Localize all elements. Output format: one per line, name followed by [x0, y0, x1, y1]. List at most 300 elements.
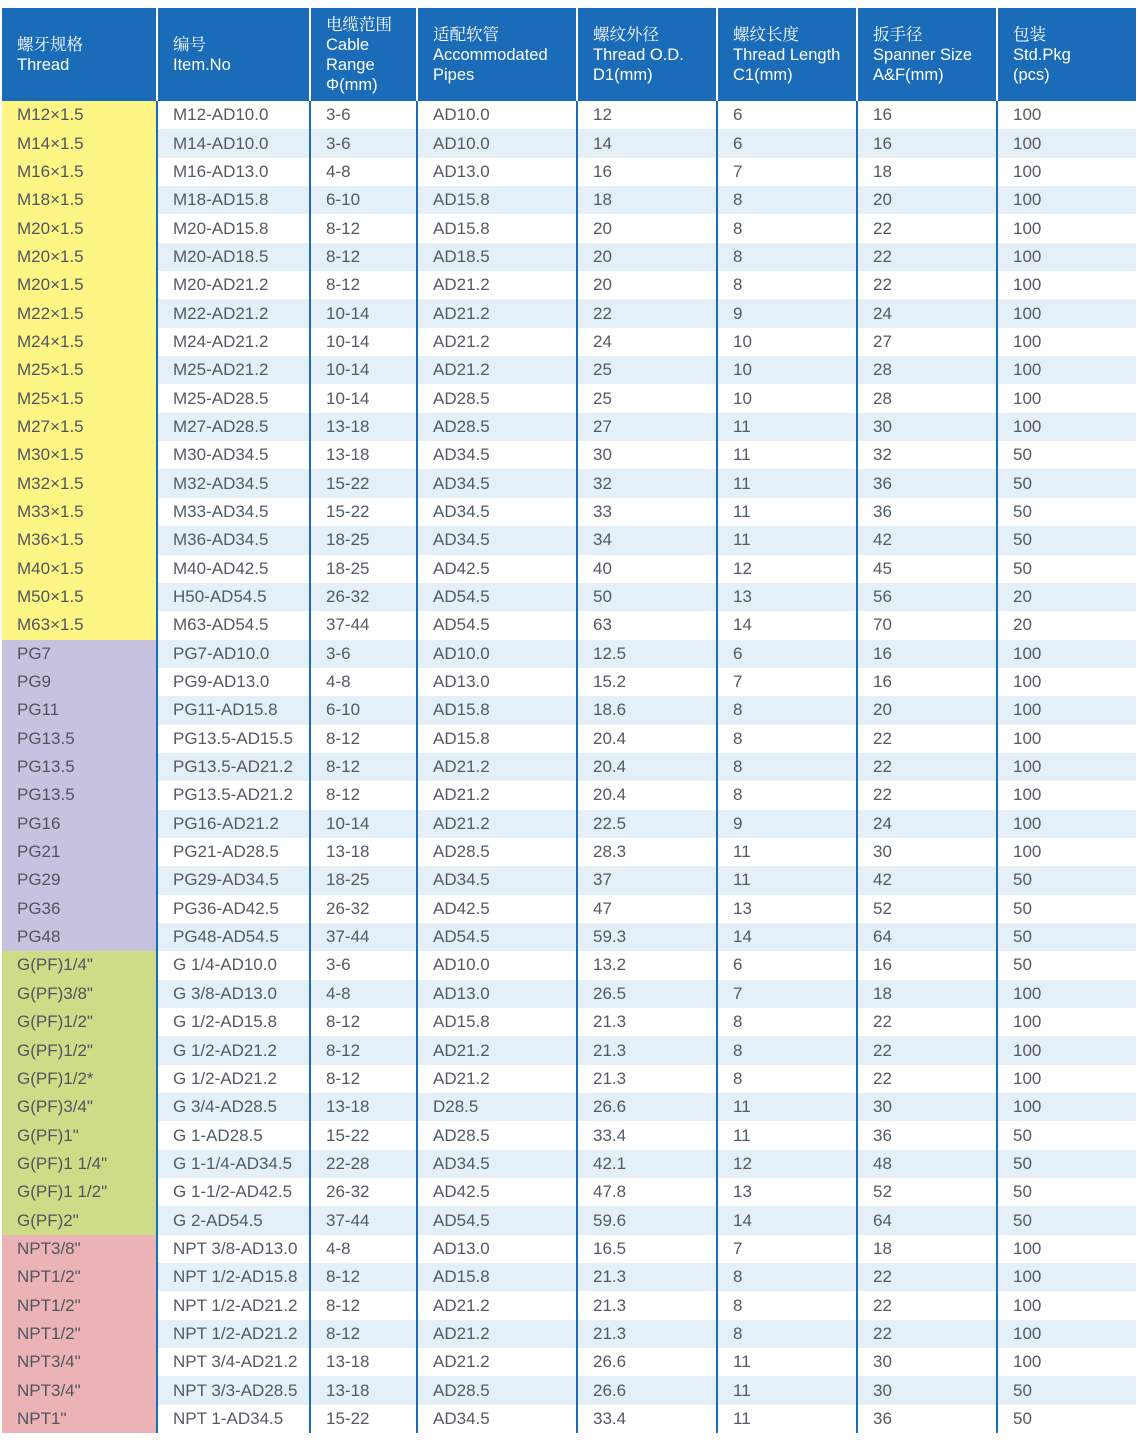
- cell-item-no: M16-AD13.0: [157, 158, 310, 186]
- cell-item-no: NPT 1/2-AD21.2: [157, 1320, 310, 1348]
- table-row: [2, 1291, 1136, 1319]
- cell-thread: G(PF)1/2*: [2, 1065, 157, 1093]
- cell-accommodated-pipes: AD28.5: [417, 1376, 577, 1404]
- table-row: [2, 498, 1136, 526]
- cell-thread-length: 6: [717, 129, 857, 157]
- table-row: [2, 923, 1136, 951]
- table-row: [2, 810, 1136, 838]
- table-row: [2, 469, 1136, 497]
- table-row: [2, 696, 1136, 724]
- cell-thread: PG29: [2, 866, 157, 894]
- spec-table: [2, 8, 1136, 1433]
- table-row: [2, 1348, 1136, 1376]
- table-row: [2, 951, 1136, 979]
- cell-std-pkg: 50: [997, 951, 1136, 979]
- cell-thread: M24×1.5: [2, 328, 157, 356]
- cell-accommodated-pipes: AD21.2: [417, 781, 577, 809]
- cell-thread-od: 21.3: [577, 1008, 717, 1036]
- cell-spanner-size: 18: [857, 980, 997, 1008]
- header-thread-length-zh: 螺纹长度: [733, 25, 799, 44]
- cell-std-pkg: 100: [997, 129, 1136, 157]
- cell-thread-length: 8: [717, 1291, 857, 1319]
- cell-thread-length: 12: [717, 555, 857, 583]
- cell-accommodated-pipes: AD54.5: [417, 923, 577, 951]
- cell-spanner-size: 22: [857, 1291, 997, 1319]
- cell-thread-od: 42.1: [577, 1150, 717, 1178]
- table-row: [2, 356, 1136, 384]
- cell-item-no: G 1-1/4-AD34.5: [157, 1150, 310, 1178]
- header-spanner-size-en: A&F(mm): [873, 65, 944, 84]
- table-row: [2, 526, 1136, 554]
- cell-thread-length: 8: [717, 186, 857, 214]
- cell-thread-length: 11: [717, 866, 857, 894]
- cell-std-pkg: 50: [997, 1206, 1136, 1234]
- cell-spanner-size: 27: [857, 328, 997, 356]
- cell-accommodated-pipes: AD15.8: [417, 1263, 577, 1291]
- cell-spanner-size: 45: [857, 555, 997, 583]
- table-row: [2, 1036, 1136, 1064]
- cell-std-pkg: 50: [997, 923, 1136, 951]
- cell-std-pkg: 100: [997, 243, 1136, 271]
- cell-thread-length: 8: [717, 214, 857, 242]
- cell-cable-range: 4-8: [310, 1235, 417, 1263]
- cell-cable-range: 26-32: [310, 895, 417, 923]
- cell-spanner-size: 30: [857, 413, 997, 441]
- cell-thread: NPT1": [2, 1405, 157, 1433]
- cell-thread: NPT3/4": [2, 1376, 157, 1404]
- table-row: [2, 101, 1136, 129]
- cell-thread: M63×1.5: [2, 611, 157, 639]
- cell-item-no: M12-AD10.0: [157, 101, 310, 129]
- cell-spanner-size: 30: [857, 1093, 997, 1121]
- header-item-no-zh: 编号: [173, 35, 206, 54]
- cell-cable-range: 13-18: [310, 1093, 417, 1121]
- table-row: [2, 1093, 1136, 1121]
- cell-thread-length: 8: [717, 243, 857, 271]
- cell-accommodated-pipes: AD34.5: [417, 866, 577, 894]
- cell-cable-range: 8-12: [310, 725, 417, 753]
- cell-cable-range: 15-22: [310, 1405, 417, 1433]
- table-row: [2, 753, 1136, 781]
- header-cable-range: [310, 8, 417, 101]
- table-row: [2, 1008, 1136, 1036]
- cell-cable-range: 4-8: [310, 980, 417, 1008]
- table-row: [2, 271, 1136, 299]
- cell-thread-od: 20.4: [577, 753, 717, 781]
- cell-thread-od: 26.5: [577, 980, 717, 1008]
- cell-spanner-size: 48: [857, 1150, 997, 1178]
- cell-std-pkg: 100: [997, 186, 1136, 214]
- cell-thread: M25×1.5: [2, 384, 157, 412]
- cell-std-pkg: 100: [997, 384, 1136, 412]
- cell-std-pkg: 100: [997, 725, 1136, 753]
- cell-thread-length: 6: [717, 640, 857, 668]
- cell-std-pkg: 100: [997, 1348, 1136, 1376]
- cell-cable-range: 13-18: [310, 1348, 417, 1376]
- cell-accommodated-pipes: AD34.5: [417, 526, 577, 554]
- cell-thread-od: 26.6: [577, 1376, 717, 1404]
- cell-thread-length: 7: [717, 158, 857, 186]
- cell-accommodated-pipes: AD15.8: [417, 186, 577, 214]
- table-row: [2, 838, 1136, 866]
- cell-cable-range: 18-25: [310, 866, 417, 894]
- cell-thread-od: 22.5: [577, 810, 717, 838]
- header-cable-range-en: Range: [326, 55, 375, 74]
- cell-thread-length: 8: [717, 696, 857, 724]
- cell-thread-length: 11: [717, 498, 857, 526]
- header-thread-length-en: Thread Length: [733, 45, 841, 64]
- cell-thread-od: 21.3: [577, 1291, 717, 1319]
- cell-thread-length: 8: [717, 1263, 857, 1291]
- cell-spanner-size: 42: [857, 526, 997, 554]
- cell-item-no: M18-AD15.8: [157, 186, 310, 214]
- cell-thread-length: 11: [717, 413, 857, 441]
- cell-thread-od: 25: [577, 356, 717, 384]
- cell-cable-range: 8-12: [310, 1036, 417, 1064]
- cell-cable-range: 8-12: [310, 243, 417, 271]
- table-row: [2, 1065, 1136, 1093]
- cell-cable-range: 8-12: [310, 1320, 417, 1348]
- cell-item-no: M20-AD18.5: [157, 243, 310, 271]
- cell-accommodated-pipes: D28.5: [417, 1093, 577, 1121]
- cell-std-pkg: 50: [997, 1405, 1136, 1433]
- cell-spanner-size: 36: [857, 498, 997, 526]
- cell-std-pkg: 50: [997, 1121, 1136, 1149]
- cell-thread: G(PF)3/8": [2, 980, 157, 1008]
- cell-accommodated-pipes: AD34.5: [417, 469, 577, 497]
- cell-thread: M32×1.5: [2, 469, 157, 497]
- cell-accommodated-pipes: AD34.5: [417, 441, 577, 469]
- cell-spanner-size: 16: [857, 129, 997, 157]
- cell-item-no: M20-AD15.8: [157, 214, 310, 242]
- cell-thread-length: 11: [717, 441, 857, 469]
- header-spanner-size-en: Spanner Size: [873, 45, 973, 64]
- cell-cable-range: 15-22: [310, 498, 417, 526]
- cell-accommodated-pipes: AD15.8: [417, 725, 577, 753]
- cell-spanner-size: 22: [857, 243, 997, 271]
- cell-spanner-size: 56: [857, 583, 997, 611]
- cell-item-no: M25-AD21.2: [157, 356, 310, 384]
- cell-accommodated-pipes: AD42.5: [417, 895, 577, 923]
- cell-accommodated-pipes: AD18.5: [417, 243, 577, 271]
- cell-std-pkg: 100: [997, 214, 1136, 242]
- cell-thread: PG48: [2, 923, 157, 951]
- cell-cable-range: 18-25: [310, 526, 417, 554]
- cell-thread: PG9: [2, 668, 157, 696]
- cell-spanner-size: 22: [857, 781, 997, 809]
- cell-thread: M27×1.5: [2, 413, 157, 441]
- cell-std-pkg: 50: [997, 895, 1136, 923]
- cell-item-no: H50-AD54.5: [157, 583, 310, 611]
- cell-thread: M33×1.5: [2, 498, 157, 526]
- cell-thread-od: 12.5: [577, 640, 717, 668]
- cell-thread-od: 33.4: [577, 1121, 717, 1149]
- cell-thread-length: 7: [717, 980, 857, 1008]
- table-row: [2, 1150, 1136, 1178]
- cell-thread-od: 30: [577, 441, 717, 469]
- cell-thread-length: 7: [717, 668, 857, 696]
- cell-cable-range: 3-6: [310, 101, 417, 129]
- cell-accommodated-pipes: AD34.5: [417, 498, 577, 526]
- cell-cable-range: 6-10: [310, 186, 417, 214]
- cell-std-pkg: 100: [997, 1235, 1136, 1263]
- cell-std-pkg: 100: [997, 696, 1136, 724]
- cell-spanner-size: 22: [857, 1008, 997, 1036]
- header-thread-od-en: Thread O.D.: [593, 45, 684, 64]
- cell-thread: NPT1/2": [2, 1320, 157, 1348]
- cell-cable-range: 8-12: [310, 1263, 417, 1291]
- cell-std-pkg: 100: [997, 413, 1136, 441]
- cell-thread-length: 14: [717, 923, 857, 951]
- cell-thread: G(PF)1": [2, 1121, 157, 1149]
- cell-thread-length: 13: [717, 583, 857, 611]
- cell-thread: PG7: [2, 640, 157, 668]
- cell-std-pkg: 50: [997, 526, 1136, 554]
- cell-thread: M30×1.5: [2, 441, 157, 469]
- cell-spanner-size: 64: [857, 923, 997, 951]
- cell-item-no: M33-AD34.5: [157, 498, 310, 526]
- cell-accommodated-pipes: AD21.2: [417, 753, 577, 781]
- cell-thread: M16×1.5: [2, 158, 157, 186]
- table-row: [2, 1235, 1136, 1263]
- cell-item-no: M24-AD21.2: [157, 328, 310, 356]
- cell-std-pkg: 50: [997, 1150, 1136, 1178]
- cell-item-no: NPT 3/3-AD28.5: [157, 1376, 310, 1404]
- cell-thread-length: 10: [717, 356, 857, 384]
- cell-thread-od: 18.6: [577, 696, 717, 724]
- cell-item-no: M14-AD10.0: [157, 129, 310, 157]
- cell-accommodated-pipes: AD10.0: [417, 129, 577, 157]
- cell-spanner-size: 52: [857, 895, 997, 923]
- cell-item-no: M27-AD28.5: [157, 413, 310, 441]
- table-row: [2, 555, 1136, 583]
- cell-item-no: M25-AD28.5: [157, 384, 310, 412]
- cell-thread-length: 8: [717, 753, 857, 781]
- cell-thread-length: 10: [717, 328, 857, 356]
- header-item-no: [157, 8, 310, 101]
- header-thread-zh: 螺牙规格: [17, 35, 83, 54]
- cell-thread-od: 20.4: [577, 725, 717, 753]
- header-std-pkg: [997, 8, 1136, 101]
- cell-cable-range: 8-12: [310, 1065, 417, 1093]
- header-accommodated-pipes-zh: 适配软管: [433, 25, 499, 44]
- table-row: [2, 640, 1136, 668]
- cell-item-no: NPT 3/4-AD21.2: [157, 1348, 310, 1376]
- cell-item-no: PG13.5-AD21.2: [157, 753, 310, 781]
- cell-item-no: PG48-AD54.5: [157, 923, 310, 951]
- cell-thread-length: 8: [717, 725, 857, 753]
- header-spanner-size: [857, 8, 997, 101]
- header-accommodated-pipes-en: Pipes: [433, 65, 475, 84]
- header-spanner-size-zh: 扳手径: [873, 25, 923, 44]
- cell-spanner-size: 64: [857, 1206, 997, 1234]
- cell-thread: M22×1.5: [2, 299, 157, 327]
- header-thread-en: Thread: [17, 55, 70, 74]
- table-row: [2, 243, 1136, 271]
- cell-accommodated-pipes: AD15.8: [417, 214, 577, 242]
- cell-std-pkg: 50: [997, 1178, 1136, 1206]
- cell-thread-od: 27: [577, 413, 717, 441]
- cell-thread: PG13.5: [2, 753, 157, 781]
- cell-accommodated-pipes: AD42.5: [417, 555, 577, 583]
- cell-spanner-size: 28: [857, 356, 997, 384]
- cell-std-pkg: 100: [997, 1263, 1136, 1291]
- cell-thread-length: 9: [717, 299, 857, 327]
- cell-thread-od: 59.3: [577, 923, 717, 951]
- cell-std-pkg: 100: [997, 158, 1136, 186]
- cell-item-no: PG7-AD10.0: [157, 640, 310, 668]
- table-row: [2, 725, 1136, 753]
- cell-std-pkg: 100: [997, 980, 1136, 1008]
- cell-thread: PG21: [2, 838, 157, 866]
- cell-std-pkg: 100: [997, 781, 1136, 809]
- cell-thread-length: 8: [717, 1008, 857, 1036]
- cell-item-no: M22-AD21.2: [157, 299, 310, 327]
- table-row: [2, 611, 1136, 639]
- cell-accommodated-pipes: AD21.2: [417, 810, 577, 838]
- cell-thread: G(PF)1/4": [2, 951, 157, 979]
- cell-accommodated-pipes: AD13.0: [417, 980, 577, 1008]
- cell-thread-od: 20: [577, 243, 717, 271]
- cell-thread-od: 33.4: [577, 1405, 717, 1433]
- cell-thread: G(PF)1/2": [2, 1008, 157, 1036]
- cell-cable-range: 8-12: [310, 753, 417, 781]
- cell-item-no: M36-AD34.5: [157, 526, 310, 554]
- table-row: [2, 1178, 1136, 1206]
- cell-accommodated-pipes: AD21.2: [417, 1291, 577, 1319]
- cell-cable-range: 10-14: [310, 356, 417, 384]
- cell-item-no: M20-AD21.2: [157, 271, 310, 299]
- cell-item-no: PG21-AD28.5: [157, 838, 310, 866]
- cell-item-no: G 1/2-AD15.8: [157, 1008, 310, 1036]
- table-row: [2, 1376, 1136, 1404]
- cell-cable-range: 8-12: [310, 214, 417, 242]
- cell-std-pkg: 20: [997, 611, 1136, 639]
- cell-thread-length: 11: [717, 526, 857, 554]
- cell-cable-range: 13-18: [310, 1376, 417, 1404]
- cell-thread-od: 28.3: [577, 838, 717, 866]
- cell-cable-range: 8-12: [310, 1008, 417, 1036]
- cell-accommodated-pipes: AD13.0: [417, 158, 577, 186]
- cell-cable-range: 10-14: [310, 384, 417, 412]
- cell-thread-od: 34: [577, 526, 717, 554]
- cell-accommodated-pipes: AD13.0: [417, 668, 577, 696]
- table-row: [2, 980, 1136, 1008]
- cell-cable-range: 3-6: [310, 129, 417, 157]
- cell-accommodated-pipes: AD21.2: [417, 1065, 577, 1093]
- cell-accommodated-pipes: AD21.2: [417, 328, 577, 356]
- header-item-no-en: Item.No: [173, 55, 231, 74]
- header-cable-range-en: Cable: [326, 35, 370, 54]
- cell-spanner-size: 18: [857, 158, 997, 186]
- cell-cable-range: 10-14: [310, 328, 417, 356]
- cell-accommodated-pipes: AD54.5: [417, 1206, 577, 1234]
- table-row: [2, 1121, 1136, 1149]
- header-cable-range-zh: 电缆范围: [326, 15, 392, 34]
- cell-item-no: G 3/4-AD28.5: [157, 1093, 310, 1121]
- header-std-pkg-zh: 包装: [1013, 25, 1046, 44]
- cell-thread: PG13.5: [2, 781, 157, 809]
- cell-thread: M18×1.5: [2, 186, 157, 214]
- cell-cable-range: 6-10: [310, 696, 417, 724]
- cell-cable-range: 15-22: [310, 1121, 417, 1149]
- cell-spanner-size: 16: [857, 668, 997, 696]
- cell-item-no: G 2-AD54.5: [157, 1206, 310, 1234]
- cell-thread-od: 16.5: [577, 1235, 717, 1263]
- cell-accommodated-pipes: AD15.8: [417, 696, 577, 724]
- cell-accommodated-pipes: AD21.2: [417, 299, 577, 327]
- cell-accommodated-pipes: AD21.2: [417, 1348, 577, 1376]
- cell-thread-od: 15.2: [577, 668, 717, 696]
- cell-std-pkg: 100: [997, 1008, 1136, 1036]
- cell-spanner-size: 22: [857, 214, 997, 242]
- table-row: [2, 441, 1136, 469]
- cell-spanner-size: 70: [857, 611, 997, 639]
- cell-spanner-size: 22: [857, 271, 997, 299]
- cell-spanner-size: 36: [857, 1405, 997, 1433]
- cell-item-no: M32-AD34.5: [157, 469, 310, 497]
- cell-thread-od: 25: [577, 384, 717, 412]
- cell-std-pkg: 100: [997, 1291, 1136, 1319]
- cell-thread-length: 13: [717, 895, 857, 923]
- cell-thread-length: 10: [717, 384, 857, 412]
- cell-thread-od: 22: [577, 299, 717, 327]
- cell-std-pkg: 50: [997, 469, 1136, 497]
- cell-std-pkg: 100: [997, 1065, 1136, 1093]
- cell-accommodated-pipes: AD54.5: [417, 583, 577, 611]
- cell-thread-length: 7: [717, 1235, 857, 1263]
- cell-thread-od: 24: [577, 328, 717, 356]
- cell-spanner-size: 24: [857, 810, 997, 838]
- header-accommodated-pipes-en: Accommodated: [433, 45, 548, 64]
- cell-std-pkg: 100: [997, 271, 1136, 299]
- cell-cable-range: 37-44: [310, 1206, 417, 1234]
- cell-item-no: M63-AD54.5: [157, 611, 310, 639]
- cell-std-pkg: 100: [997, 668, 1136, 696]
- cell-thread: M20×1.5: [2, 271, 157, 299]
- table-header: [2, 8, 1136, 101]
- table-row: [2, 1405, 1136, 1433]
- header-std-pkg-en: Std.Pkg: [1013, 45, 1071, 64]
- cell-accommodated-pipes: AD21.2: [417, 356, 577, 384]
- cell-cable-range: 8-12: [310, 1291, 417, 1319]
- cell-accommodated-pipes: AD10.0: [417, 640, 577, 668]
- cell-thread-length: 14: [717, 1206, 857, 1234]
- cell-thread-length: 11: [717, 1121, 857, 1149]
- header-thread: [2, 8, 157, 101]
- cell-thread-od: 26.6: [577, 1348, 717, 1376]
- cell-spanner-size: 36: [857, 1121, 997, 1149]
- table-row: [2, 668, 1136, 696]
- cell-cable-range: 18-25: [310, 555, 417, 583]
- cell-thread-length: 9: [717, 810, 857, 838]
- cell-std-pkg: 100: [997, 356, 1136, 384]
- cell-thread-od: 16: [577, 158, 717, 186]
- cell-thread-length: 8: [717, 1036, 857, 1064]
- cell-thread-length: 14: [717, 611, 857, 639]
- table-row: [2, 158, 1136, 186]
- cell-thread: NPT3/8": [2, 1235, 157, 1263]
- cell-cable-range: 15-22: [310, 469, 417, 497]
- cell-std-pkg: 100: [997, 1036, 1136, 1064]
- cell-thread: M40×1.5: [2, 555, 157, 583]
- cell-accommodated-pipes: AD10.0: [417, 101, 577, 129]
- cell-thread-length: 6: [717, 951, 857, 979]
- table-row: [2, 1206, 1136, 1234]
- cell-thread-length: 11: [717, 838, 857, 866]
- header-thread-length: [717, 8, 857, 101]
- cell-thread: M20×1.5: [2, 214, 157, 242]
